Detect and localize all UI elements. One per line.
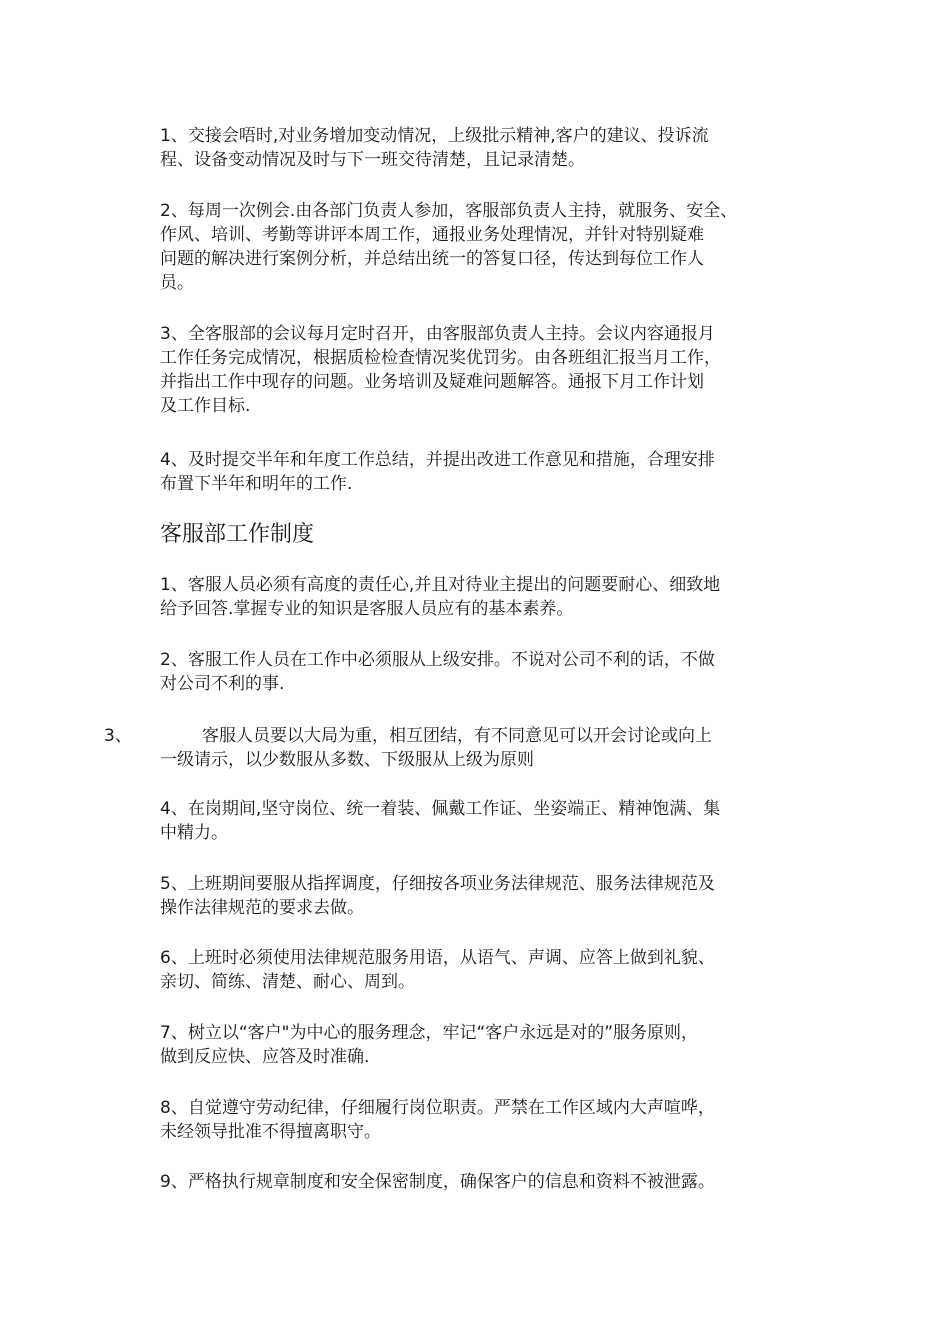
- text-line: 5、上班期间要服从指挥调度，仔细按各项业务法律规范、服务法律规范及: [160, 874, 715, 894]
- text-line: 4、及时提交半年和年度工作总结，并提出改进工作意见和措施，合理安排: [160, 450, 715, 470]
- rule-item-8: [160, 1096, 715, 1144]
- text-line: 做到反应快、应答及时准确.: [160, 1047, 370, 1067]
- text-line: 中精力。: [160, 823, 228, 843]
- paragraph-weekly-meeting: [160, 199, 737, 295]
- text-line: 操作法律规范的要求去做。: [160, 898, 364, 918]
- text-line: 问题的解决进行案例分析，并总结出统一的答复口径，传达到每位工作人: [160, 249, 704, 269]
- text-line: 及工作目标.: [160, 396, 251, 416]
- text-line: 作风、培训、考勤等讲评本周工作，通报业务处理情况，并针对特别疑难: [160, 225, 704, 245]
- text-line: 员。: [160, 273, 194, 293]
- text-line: 给予回答.掌握专业的知识是客服人员应有的基本素养。: [160, 599, 574, 619]
- text-line: 1、客服人员必须有高度的责任心,并且对待业主提出的问题要耐心、细致地: [160, 575, 721, 595]
- text-line: 4、在岗期间,坚守岗位、统一着装、佩戴工作证、坐姿端正、精神饱满、集: [160, 799, 721, 819]
- text-line: 2、客服工作人员在工作中必须服从上级安排。不说对公司不利的话，不做: [160, 650, 715, 670]
- text-line: 工作任务完成情况，根据质检检查情况奖优罚劣。由各班组汇报当月工作，: [160, 348, 721, 368]
- rule-item-6: [160, 946, 715, 994]
- rule-item-2: [160, 648, 715, 696]
- rule-item-3: [160, 724, 712, 772]
- rule-number-3: 3、: [104, 726, 132, 746]
- paragraph-monthly-meeting: [160, 322, 721, 418]
- text-line: 并指出工作中现存的问题。业务培训及疑难问题解答。通报下月工作计划: [160, 372, 704, 392]
- paragraph-summary: [160, 448, 715, 496]
- text-line: 1、交接会唔时,对业务增加变动情况，上级批示精神,客户的建议、投诉流: [160, 126, 709, 146]
- rule-item-5: [160, 872, 715, 920]
- text-line: 客服人员要以大局为重，相互团结，有不同意见可以开会讨论或向上: [202, 726, 712, 746]
- rule-item-1: [160, 573, 720, 621]
- text-line: 未经领导批准不得擅离职守。: [160, 1122, 381, 1142]
- rule-item-9: [160, 1170, 715, 1194]
- paragraph-handover: [160, 124, 709, 172]
- text-line: 7、树立以“客户"为中心的服务理念，牢记“客户永远是对的”服务原则，: [160, 1023, 699, 1043]
- text-line: 一级请示，以少数服从多数、下级服从上级为原则: [160, 750, 534, 770]
- text-line: 2、每周一次例会.由各部门负责人参加，客服部负责人主持，就服务、安全、: [160, 201, 738, 221]
- text-line: 8、自觉遵守劳动纪律，仔细履行岗位职责。严禁在工作区域内大声喧哗，: [160, 1098, 715, 1118]
- section-title: 客服部工作制度: [160, 522, 315, 547]
- text-line: 亲切、简练、清楚、耐心、周到。: [160, 972, 415, 992]
- text-line: 程、设备变动情况及时与下一班交待清楚，且记录清楚。: [160, 150, 585, 170]
- text-line: 3、全客服部的会议每月定时召开，由客服部负责人主持。会议内容通报月: [160, 324, 715, 344]
- text-line: 对公司不利的事.: [160, 674, 285, 694]
- text-line: 6、上班时必须使用法律规范服务用语，从语气、声调、应答上做到礼貌、: [160, 948, 715, 968]
- text-line: 9、严格执行规章制度和安全保密制度，确保客户的信息和资料不被泄露。: [160, 1172, 715, 1192]
- rule-item-4: [160, 797, 720, 845]
- text-line: 布置下半年和明年的工作.: [160, 474, 353, 494]
- rule-item-7: [160, 1021, 698, 1069]
